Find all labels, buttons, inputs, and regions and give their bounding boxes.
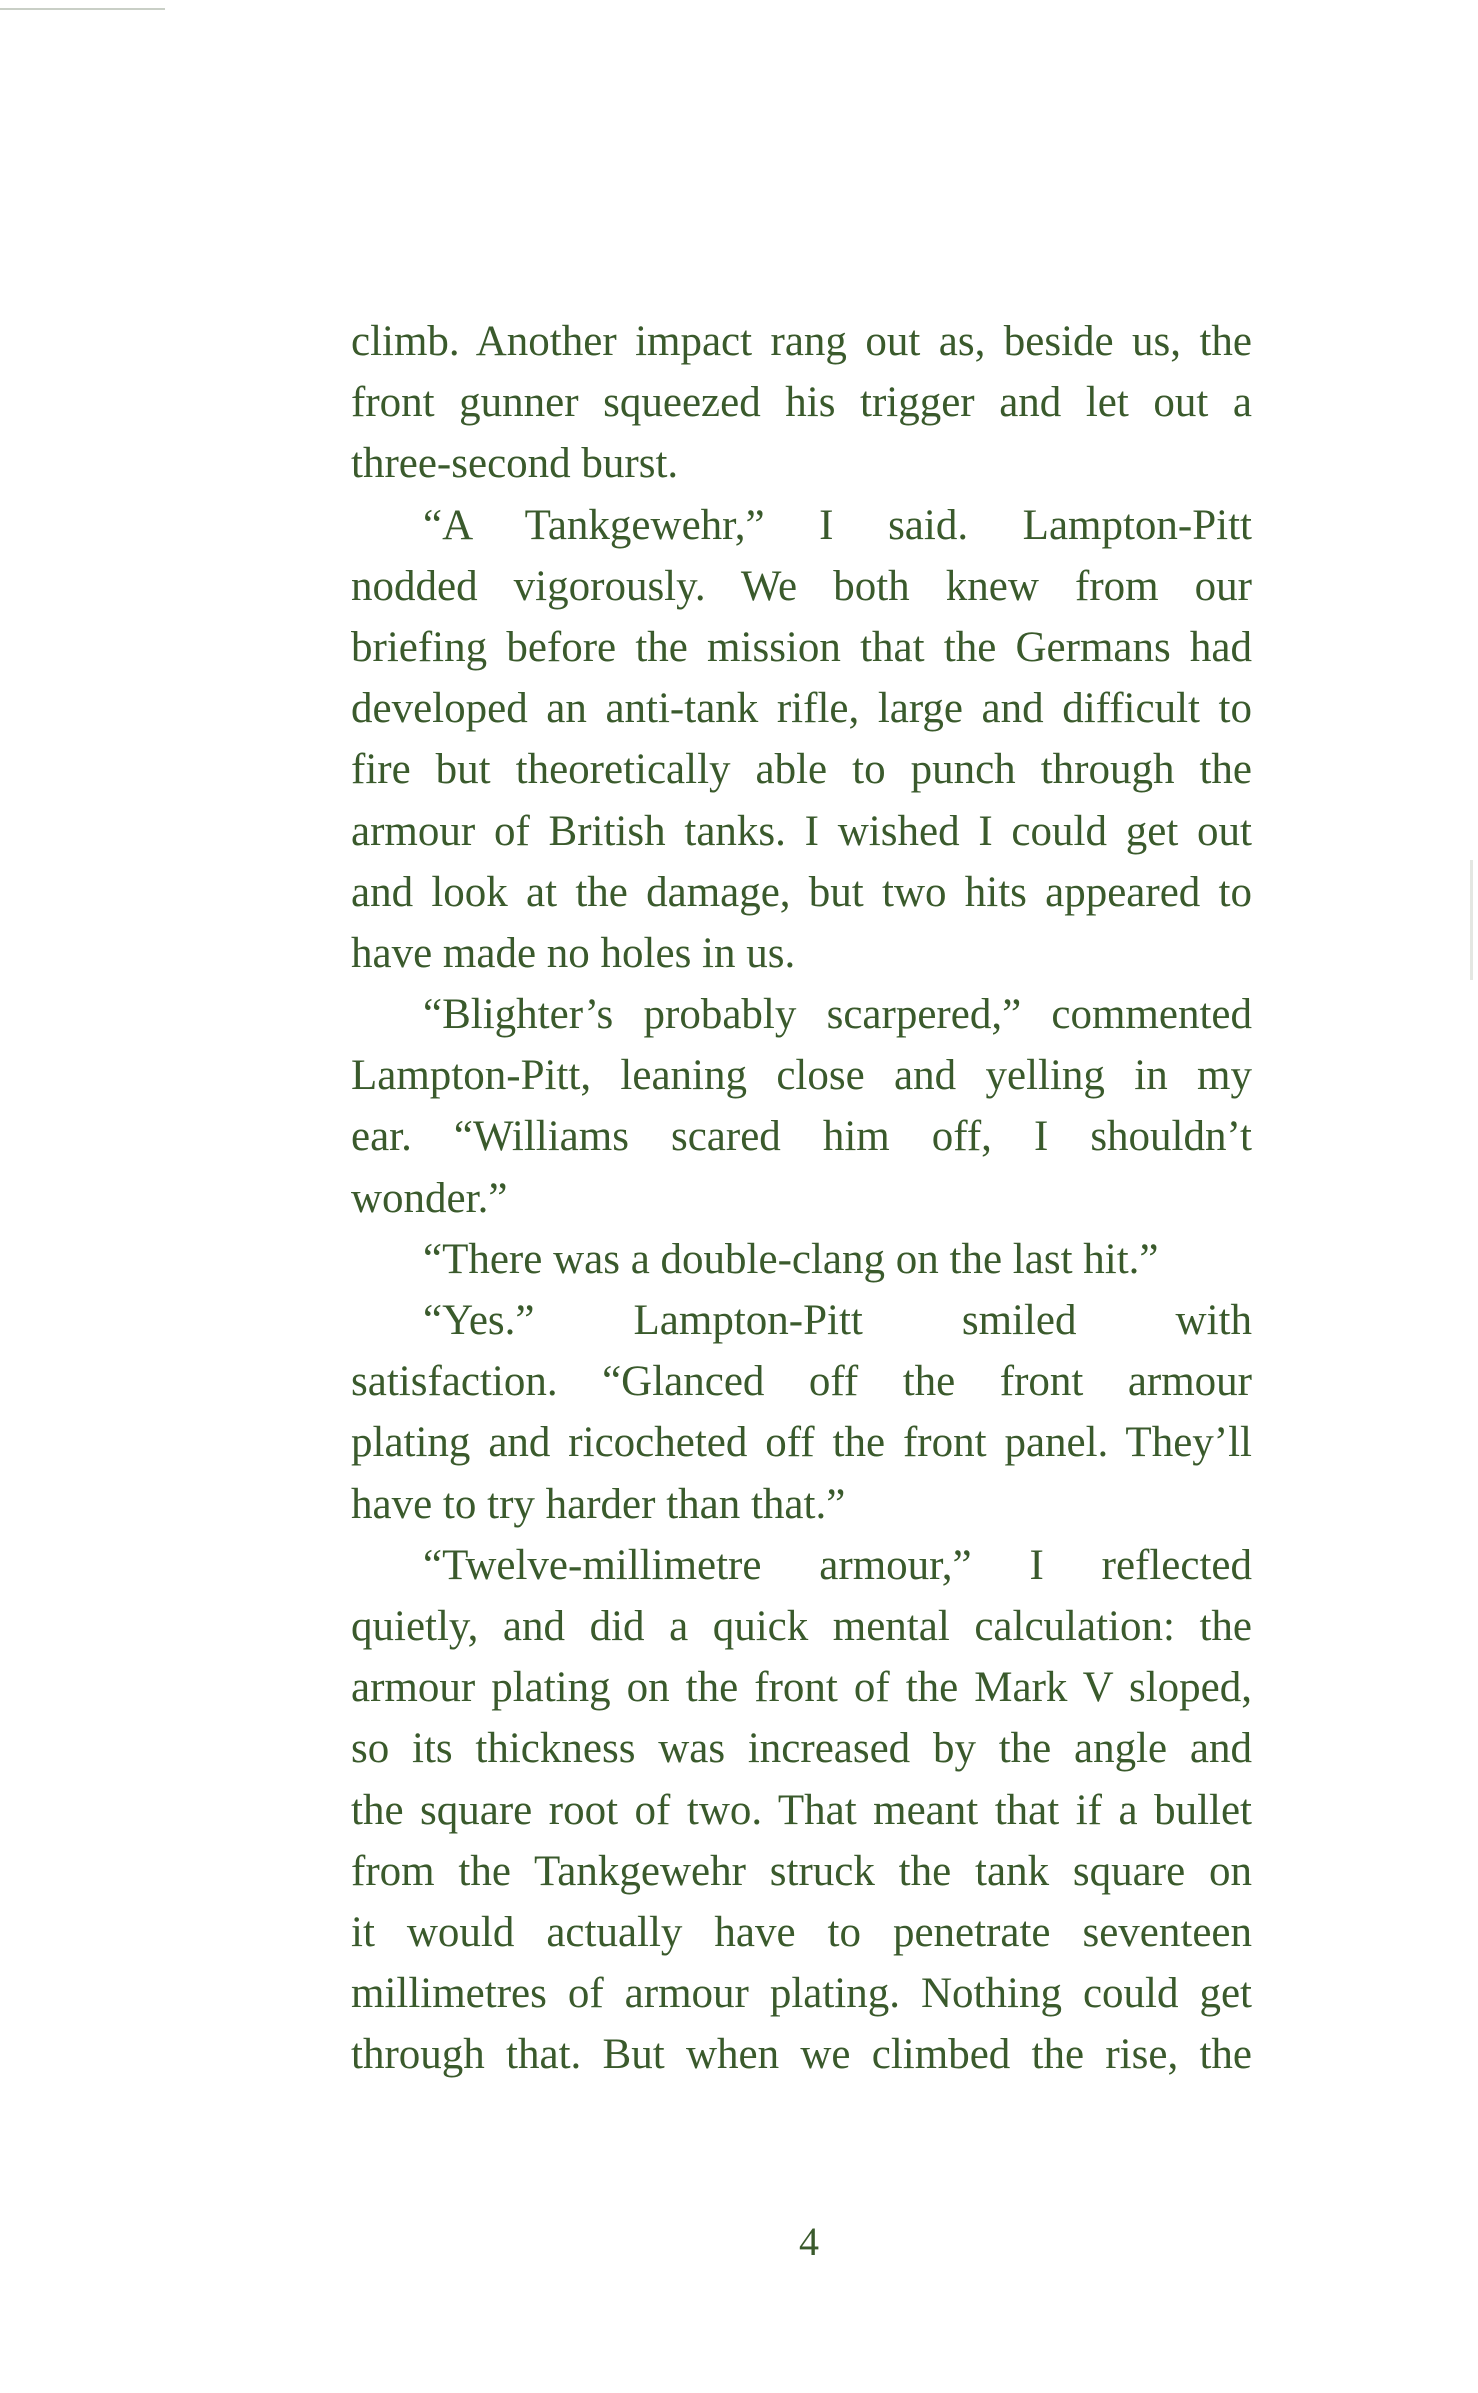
text-line: wonder.” xyxy=(351,1174,508,1222)
text-line: “Yes.” Lampton-Pitt smiled with xyxy=(423,1297,1252,1344)
page-number: 4 xyxy=(799,2219,819,2264)
text-line: “A Tankgewehr,” I said. Lampton-Pitt xyxy=(423,501,1252,549)
text-line: front gunner squeezed his trigger and let out a xyxy=(351,379,1252,427)
text-line: quietly, and did a quick mental calculation: the xyxy=(351,1602,1252,1650)
text-line: developed an anti-tank rifle, large and difficult to xyxy=(351,685,1252,733)
text-line: have made no holes in us. xyxy=(351,929,796,977)
text-line: ear. “Williams scared him off, I shouldn’t xyxy=(351,1113,1252,1161)
text-line: “Blighter’s probably scarpered,” commented xyxy=(423,991,1252,1039)
text-line: armour plating on the front of the Mark V sloped, xyxy=(351,1664,1252,1712)
text-line: nodded vigorously. We both knew from our xyxy=(351,562,1252,610)
scan-edge-mark xyxy=(0,8,165,10)
text-line: the square root of two. That meant that if a bullet xyxy=(351,1786,1252,1834)
text-line: “There was a double-clang on the last hit.” xyxy=(423,1235,1159,1283)
scan-edge-shadow xyxy=(1470,860,1473,980)
text-line: armour of British tanks. I wished I could get out xyxy=(351,807,1252,855)
text-line: plating and ricocheted off the front panel. They’ll xyxy=(351,1419,1252,1467)
text-line: “Twelve-millimetre armour,” I reflected xyxy=(423,1541,1252,1589)
body-text xyxy=(351,311,1252,2085)
text-line: through that. But when we climbed the rise, the xyxy=(351,2031,1252,2079)
text-line: three-second burst. xyxy=(351,440,679,488)
text-line: have to try harder than that.” xyxy=(351,1480,846,1528)
text-line: climb. Another impact rang out as, beside us, the xyxy=(351,318,1252,365)
text-line: Lampton-Pitt, leaning close and yelling in my xyxy=(351,1052,1252,1100)
text-line: from the Tankgewehr struck the tank square on xyxy=(351,1847,1252,1895)
text-line: millimetres of armour plating. Nothing could get xyxy=(351,1970,1252,2018)
text-line: it would actually have to penetrate seventeen xyxy=(351,1908,1252,1956)
text-line: briefing before the mission that the Germans had xyxy=(351,623,1252,671)
text-line: satisfaction. “Glanced off the front armour xyxy=(351,1358,1252,1406)
text-line: so its thickness was increased by the angle and xyxy=(351,1725,1252,1773)
text-line: fire but theoretically able to punch through the xyxy=(351,746,1252,794)
text-line: and look at the damage, but two hits appeared to xyxy=(351,868,1252,916)
